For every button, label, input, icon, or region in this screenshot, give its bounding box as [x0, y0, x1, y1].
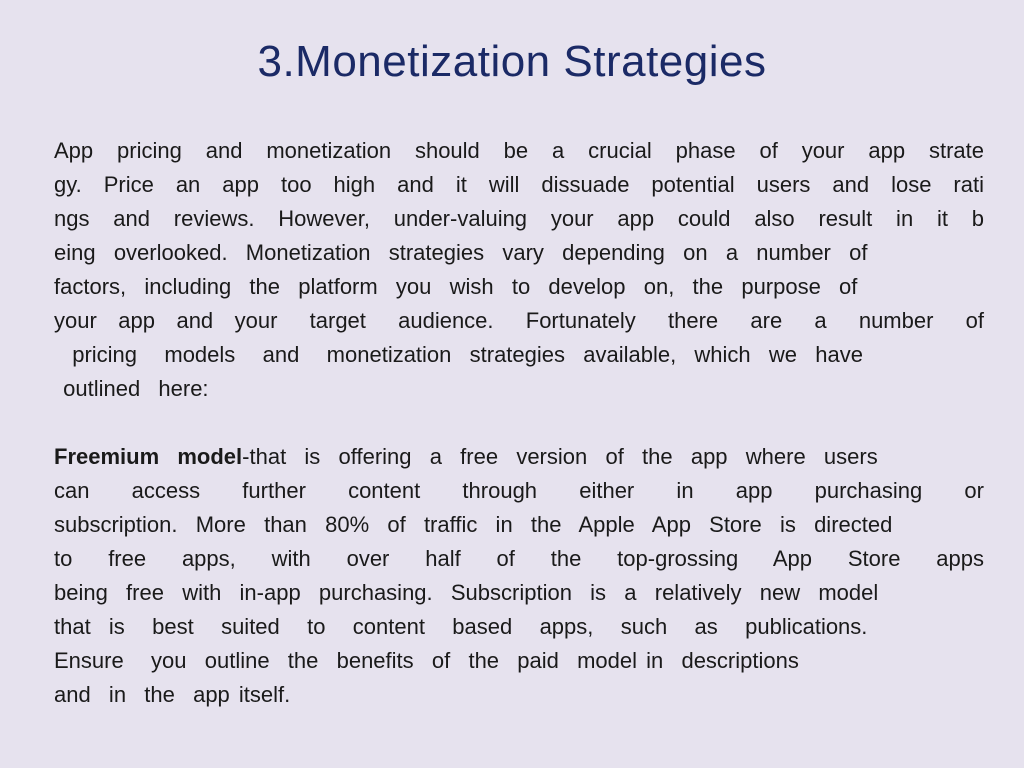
text-line: App pricing and monetization should be a crucial phase of your app strate [54, 138, 984, 163]
text-line: pricing models and monetization strategies available, which we have [54, 342, 863, 367]
slide-title: 3.Monetization Strategies [257, 37, 767, 86]
text-line: Ensure you outline the benefits of the paid model in descriptions [54, 648, 799, 673]
freemium-model-term: Freemium model [54, 444, 243, 469]
paragraph-freemium [54, 440, 984, 712]
freemium-lead-line [54, 440, 984, 474]
text-line: outlined here: [54, 376, 209, 401]
text-line: ngs and reviews. However, under-valuing your app could also result in it b [54, 206, 984, 231]
text-line: being free with in-app purchasing. Subscription is a relatively new model [54, 580, 879, 605]
text-line: that is best suited to content based apps, such as publications. [54, 614, 868, 639]
text-line: your app and your target audience. Fortunately there are a number of [54, 308, 984, 333]
freemium-lead-text: -that is offering a free version of the app where users [242, 444, 878, 469]
text-line: subscription. More than 80% of traffic in the Apple App Store is directed [54, 512, 893, 537]
text-line: eing overlooked. Monetization strategies vary depending on a number of [54, 240, 868, 265]
text-line: gy. Price an app too high and it will dissuade potential users and lose rati [54, 172, 984, 197]
paragraph-spacer [54, 406, 984, 440]
text-line: can access further content through either in app purchasing or [54, 478, 984, 503]
text-line: to free apps, with over half of the top-grossing App Store apps [54, 546, 984, 571]
text-line: factors, including the platform you wish to develop on, the purpose of [54, 274, 858, 299]
slide-body [54, 134, 984, 712]
text-line: and in the app itself. [54, 682, 291, 707]
paragraph-pricing-intro [54, 134, 984, 406]
